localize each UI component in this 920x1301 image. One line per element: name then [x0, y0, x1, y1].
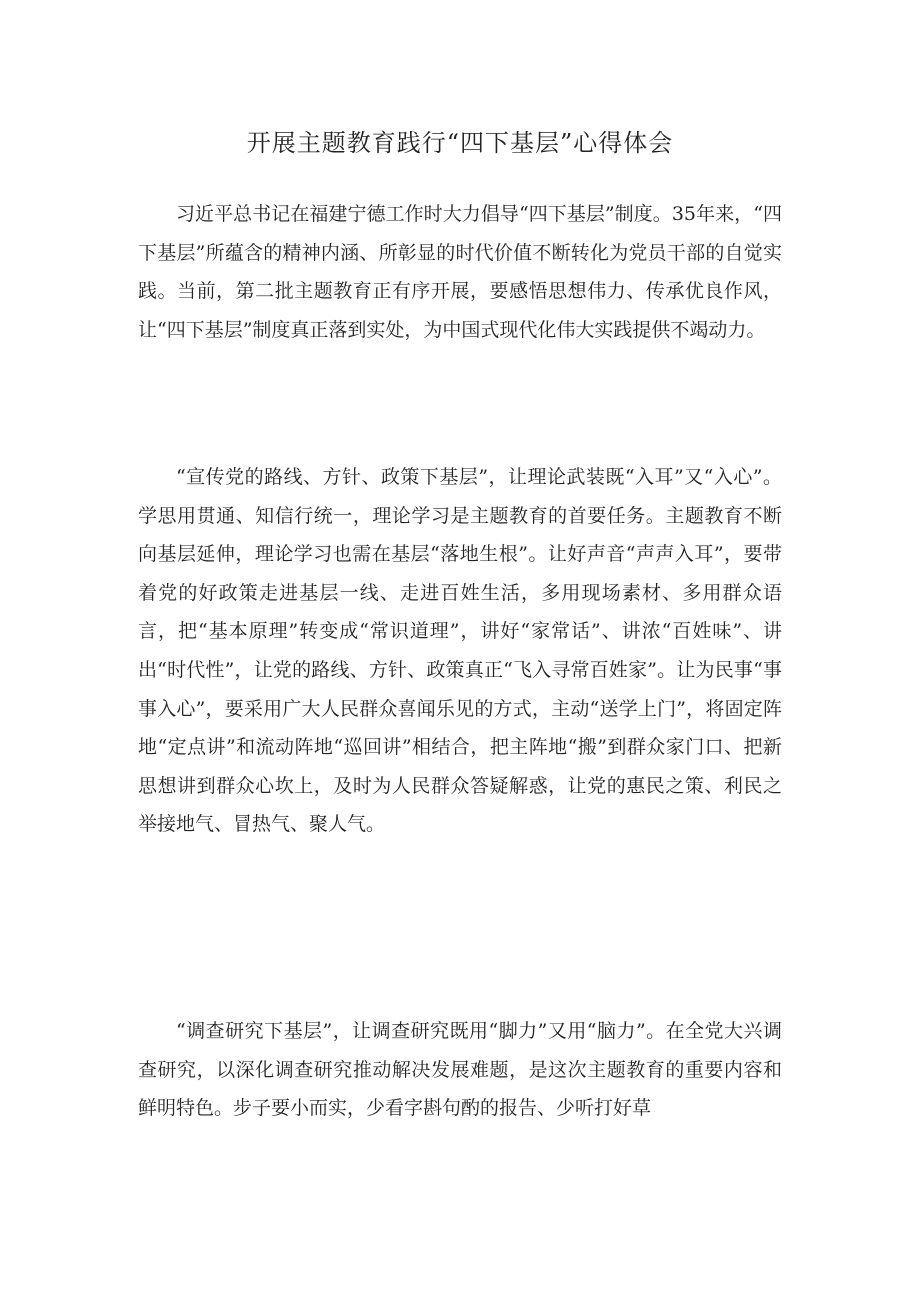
- paragraph-intro: 习近平总书记在福建宁德工作时大力倡导“四下基层”制度。35年来，“四下基层”所蕴含的精神内涵、所彰显的时代价值不断转化为党员干部的自觉实践。当前，第二批主题教育正有序开展，要感悟思想伟力、传承优良作风，让“四下基层”制度真正落到实处，为中国式现代化伟大实践提供不竭动力。: [138, 203, 782, 341]
- paragraph-policy-publicity: “宣传党的路线、方针、政策下基层”，让理论武装既“入耳”又“入心”。学思用贯通、知信行统一，理论学习是主题教育的首要任务。主题教育不断向基层延伸，理论学习也需在基层“落地生根”。让好声音“声声入耳”，要带着党的好政策走进基层一线、走进百姓生活，多用现场素材、多用群众语言，把“基本原理”转变成“常识道理”，讲好“家常话”、讲浓“百姓味”、讲出“时代性”，让党的路线、方针、政策真正“飞入寻常百姓家”。让为民事“事事入心”，要采用广大人民群众喜闻乐见的方式，主动“送学上门”，将固定阵地“定点讲”和流动阵地“巡回讲”相结合，把主阵地“搬”到群众家门口、把新思想讲到群众心坎上，及时为人民群众答疑解惑，让党的惠民之策、利民之举接地气、冒热气、聚人气。: [138, 466, 782, 836]
- document-title: 开展主题教育践行“四下基层”心得体会: [246, 129, 674, 157]
- paragraph-research: “调查研究下基层”，让调查研究既用“脚力”又用“脑力”。在全党大兴调查研究，以深化调查研究推动解决发展难题，是这次主题教育的重要内容和鲜明特色。步子要小而实，少看字斟句酌的报告、少听打好草: [138, 1020, 782, 1120]
